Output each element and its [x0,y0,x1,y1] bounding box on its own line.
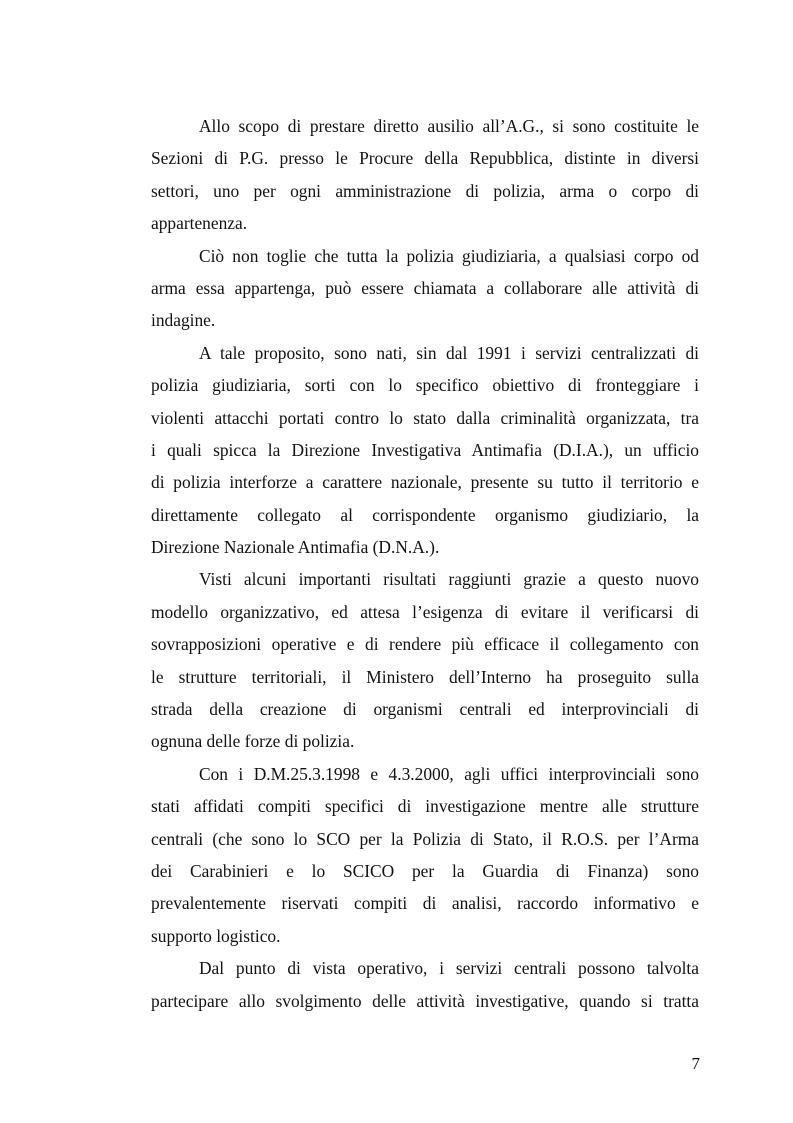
paragraph-1 [151,110,699,240]
text-line: modello organizzativo, ed attesa l’esigenza di evitare il verificarsi di [151,601,699,622]
text-line: centrali (che sono lo SCO per la Polizia di Stato, il R.O.S. per l’Arma [151,828,699,849]
text-line: settori, uno per ogni amministrazione di polizia, arma o corpo di [151,180,699,201]
text-line: prevalentemente riservati compiti di analisi, raccordo informativo e [151,893,699,914]
text-line: di polizia interforze a carattere nazionale, presente su tutto il territorio e [151,472,699,493]
text-line: partecipare allo svolgimento delle attività investigative, quando si tratta [151,990,699,1011]
text-line: supporto logistico. [151,925,281,946]
text-line: Direzione Nazionale Antimafia (D.N.A.). [151,537,440,558]
text-line: violenti attacchi portati contro lo stato dalla criminalità organizzata, tra [151,407,699,428]
paragraph-6 [151,952,699,1017]
text-line: A tale proposito, sono nati, sin dal 1991 i servizi centralizzati di [199,342,699,363]
text-line: indagine. [151,310,216,331]
text-line: Con i D.M.25.3.1998 e 4.3.2000, agli uffici interprovinciali sono [199,763,699,784]
text-line: Visti alcuni importanti risultati raggiunti grazie a questo nuovo [199,569,699,590]
text-line: le strutture territoriali, il Ministero dell’Interno ha proseguito sulla [151,666,699,687]
text-line: polizia giudiziaria, sorti con lo specifico obiettivo di fronteggiare i [151,375,699,396]
text-line: dei Carabinieri e lo SCICO per la Guardia di Finanza) sono [151,860,699,881]
text-line: Dal punto di vista operativo, i servizi centrali possono talvolta [199,958,699,979]
text-line: ognuna delle forze di polizia. [151,731,355,752]
text-line: Allo scopo di prestare diretto ausilio all’A.G., si sono costituite le [199,116,699,136]
paragraph-4 [151,563,699,757]
text-line: Ciò non toglie che tutta la polizia giudiziaria, a qualsiasi corpo od [199,245,699,266]
text-line: Sezioni di P.G. presso le Procure della Repubblica, distinte in diversi [151,148,699,169]
document-body [151,110,699,1017]
text-line: stati affidati compiti specifici di investigazione mentre alle strutture [151,796,699,817]
text-line: direttamente collegato al corrispondente organismo giudiziario, la [151,504,699,525]
paragraph-5 [151,758,699,952]
text-line: arma essa appartenga, può essere chiamata a collaborare alle attività di [151,277,699,298]
text-line: strada della creazione di organismi centrali ed interprovinciali di [151,699,699,720]
paragraph-2 [151,240,699,337]
paragraph-3 [151,337,699,564]
text-line: sovrapposizioni operative e di rendere più efficace il collegamento con [151,634,699,655]
page-number: 7 [691,1054,700,1073]
text-line: appartenenza. [151,213,248,234]
text-line: i quali spicca la Direzione Investigativa Antimafia (D.I.A.), un ufficio [151,439,699,460]
